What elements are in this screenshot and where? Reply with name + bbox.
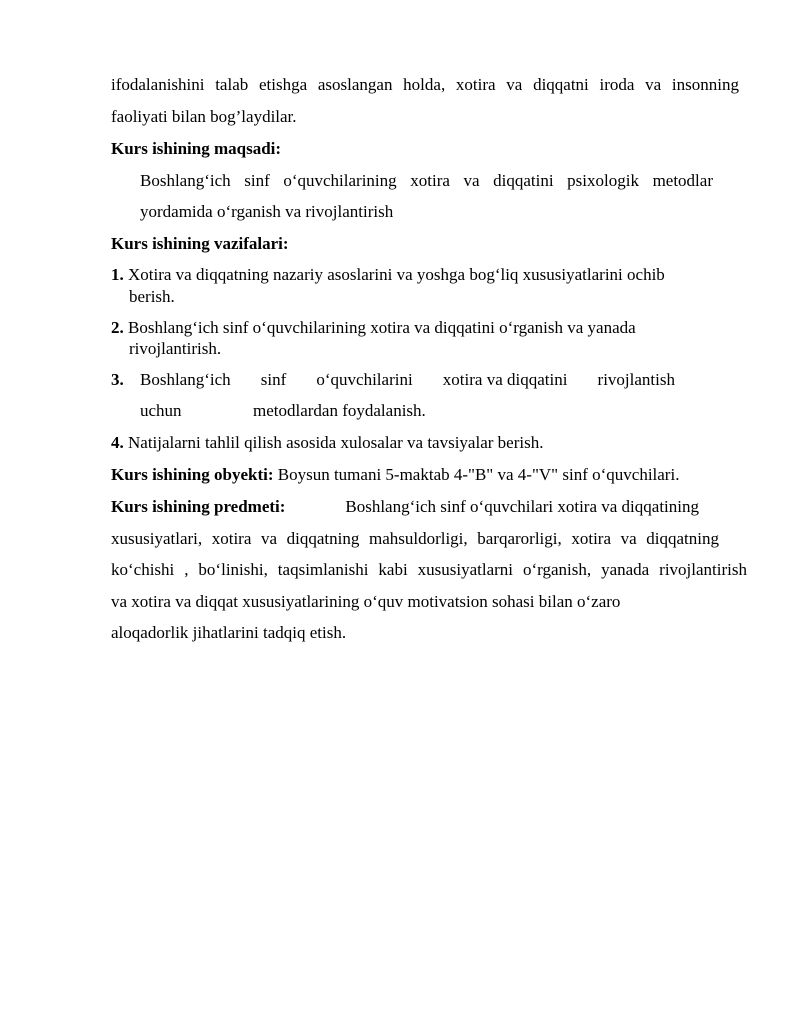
task-word: sinf bbox=[260, 370, 287, 389]
subject-heading: Kurs ishining predmeti: bbox=[111, 497, 286, 516]
subject-text: Boshlang‘ich sinf o‘quvchilari xotira va diqqatining bbox=[345, 497, 699, 516]
task-word: Boshlang‘ich bbox=[140, 370, 231, 389]
task-text: Xotira va diqqatning nazariy asoslarini va yoshga bog‘liq xususiyatlarini ochib bbox=[128, 265, 665, 284]
object-heading: Kurs ishining obyekti: bbox=[111, 465, 274, 484]
task-item-1-cont: berish. bbox=[129, 287, 175, 306]
intro-line-2: faoliyati bilan bog’laydilar. bbox=[111, 107, 297, 126]
task-number: 1. bbox=[111, 265, 124, 284]
task-number-3: 3. bbox=[111, 370, 124, 389]
task-item-4 bbox=[111, 433, 543, 453]
task-item-3 bbox=[140, 370, 675, 390]
task-text: Boshlang‘ich sinf o‘quvchilarining xotira va diqqatini o‘rganish va yanada bbox=[128, 318, 636, 337]
goal-line-2: yordamida o‘rganish va rivojlantirish bbox=[140, 202, 394, 221]
task-item-2-cont: rivojlantirish. bbox=[129, 339, 222, 358]
task-number: 2. bbox=[111, 318, 124, 337]
task-item-1 bbox=[111, 265, 665, 285]
goal-line-1: Boshlang‘ich sinf o‘quvchilarining xotira va diqqatini psixologik metodlar bbox=[140, 171, 713, 190]
tasks-heading: Kurs ishining vazifalari: bbox=[111, 234, 289, 253]
task-number: 4. bbox=[111, 433, 124, 452]
task-item-2 bbox=[111, 318, 636, 338]
task-text: Natijalarni tahlil qilish asosida xulosalar va tavsiyalar berish. bbox=[128, 433, 544, 452]
subject-line-5: aloqadorlik jihatlarini tadqiq etish. bbox=[111, 623, 347, 642]
task-item-3-word-b: metodlardan foydalanish. bbox=[253, 401, 426, 420]
subject-line-3: ko‘chishi , bo‘linishi, taqsimlanishi kabi xususiyatlarni o‘rganish, yanada rivojlantirish bbox=[111, 560, 747, 579]
task-word: o‘quvchilarini bbox=[316, 370, 413, 389]
subject-line-4: va xotira va diqqat xususiyatlarining o‘quv motivatsion sohasi bilan o‘zaro bbox=[111, 592, 621, 611]
task-item-3-word-a: uchun bbox=[140, 401, 182, 420]
goal-heading: Kurs ishining maqsadi: bbox=[111, 139, 282, 158]
subject-line-1 bbox=[111, 497, 699, 517]
intro-line-1: ifodalanishini talab etishga asoslangan holda, xotira va diqqatni iroda va insonning bbox=[111, 75, 739, 94]
task-word: rivojlantish bbox=[597, 370, 675, 389]
object-paragraph bbox=[111, 465, 679, 485]
subject-line-2: xususiyatlari, xotira va diqqatning mahsuldorligi, barqarorligi, xotira va diqqatning bbox=[111, 529, 719, 548]
object-text: Boysun tumani 5-maktab 4-"B" va 4-"V" sinf o‘quvchilari. bbox=[277, 465, 680, 484]
task-word: xotira va diqqatini bbox=[442, 370, 568, 389]
